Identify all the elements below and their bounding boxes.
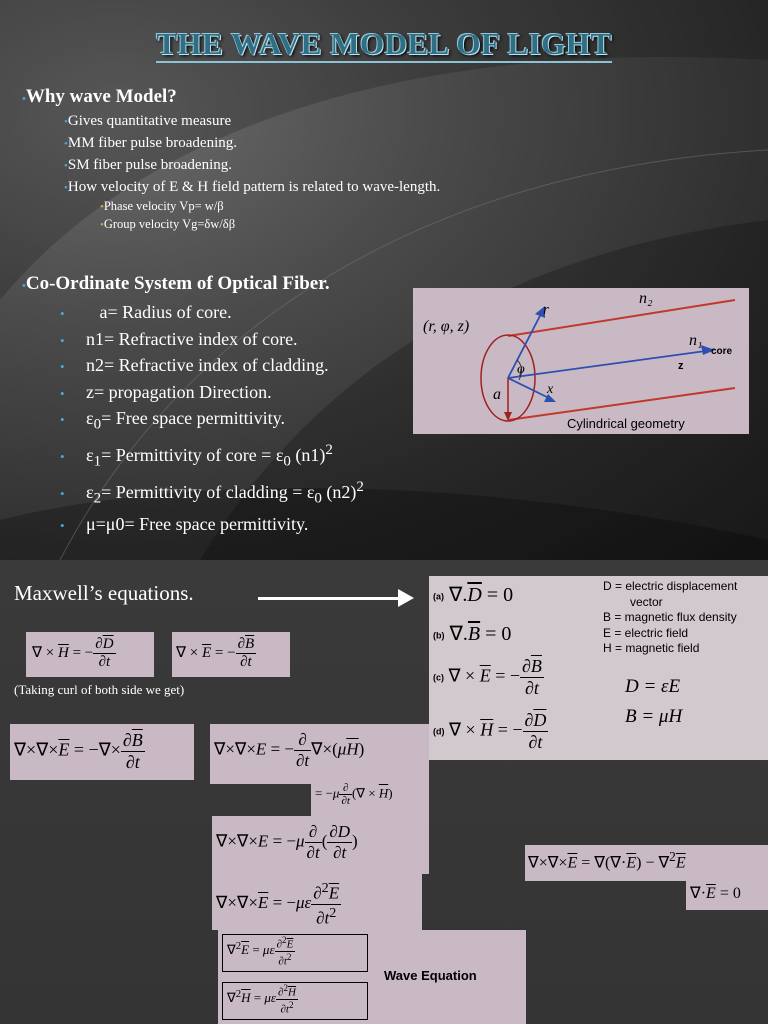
maxwell-heading: Maxwell’s equations. (14, 581, 194, 605)
definition-item: • $\varepsilon_2=$ Permittivity of cladding = $\varepsilon_0$ $(n2)^2$ (60, 479, 364, 507)
legend-entry: vector (630, 594, 663, 609)
cylindrical-geometry-figure (413, 288, 749, 434)
coordinate-label: (r, φ, z) (423, 318, 470, 335)
derivation-step-4-box (212, 874, 422, 930)
curl-e-equation-box (172, 632, 290, 677)
core-label: core (711, 346, 733, 357)
z-axis-label: z (678, 360, 684, 372)
why-item-2: •MM fiber pulse broadening. (64, 135, 237, 151)
n1-label: n₁ (689, 332, 703, 349)
coordinate-system-heading: •Co-Ordinate System of Optical Fiber. (22, 273, 330, 294)
group-velocity-item: •Group velocity Vg=δw/δβ (100, 217, 236, 231)
why-item-4: •How velocity of E & H field pattern is related to wave-length. (64, 179, 441, 195)
legend-entry: D = electric displacement (603, 579, 738, 593)
x-axis-label: x (547, 382, 554, 397)
why-item-3: •SM fiber pulse broadening. (64, 157, 232, 173)
derivation-step-2-box (311, 780, 429, 818)
derivation-step-3-box (212, 816, 429, 874)
derivation-step-2: = −μ $\frac{\partial}{\partial t}$ (∇ × $\overline{H}$) (315, 782, 393, 807)
arrow-head-icon (398, 589, 414, 607)
r-axis-label: r (543, 302, 549, 318)
definition-item: • μ=μ0= Free space permittivity. (60, 514, 309, 535)
wave-equation-h: $\nabla^2\overline{H} = \mu\varepsilon$ $\frac{\partial^2\overline{H}}{\partial t^2}$ (222, 982, 368, 1020)
taking-curl-note: (Taking curl of both side we get) (14, 682, 185, 697)
vector-identity-box (525, 845, 768, 881)
wave-equation-box (218, 930, 526, 1024)
slide-title: THE WAVE MODEL OF LIGHT (156, 26, 612, 61)
arrow-shaft (258, 597, 408, 600)
curl-h-equation-box (26, 632, 154, 677)
derivation-step-3: ∇×∇×E = −μ $\frac{\partial}{\partial t}$ ( $\frac{\partial D}{\partial t}$ ) (216, 822, 358, 862)
why-wave-heading: •Why wave Model? (22, 86, 177, 107)
legend-entry: B = magnetic flux density (603, 610, 737, 624)
why-item-1: •Gives quantitative measure (64, 113, 232, 129)
definition-item: • n1= Refractive index of core. (60, 328, 298, 349)
legend-entry: H = magnetic field (603, 641, 700, 655)
vector-identity-equation: $\nabla\times\nabla\times\overline{E} = \nabla(\nabla\cdot\overline{E}) - \nabla^2\overline{E}$ (528, 849, 686, 872)
double-curl-left-equation: $\nabla\times\nabla\times\overline{E}$ = −∇× $\frac{\partial\overline{B}}{\partial t}$ (14, 730, 143, 772)
derivation-step-4: $\nabla\times\nabla\times\overline{E} = -\mu\varepsilon$ $\frac{\partial^2\overline{E}}{\partial t^2}$ (216, 880, 340, 928)
definition-item: • z= propagation Direction. (60, 381, 272, 402)
curl-e-equation: ∇ × $\overline{E}$ = − $\frac{\partial\overline{B}}{\partial t}$ (176, 636, 255, 670)
definition-item: • a= Radius of core. (60, 302, 232, 322)
gauss-electric-equation: (a) $\nabla.\overline{D} = 0$ (433, 584, 514, 606)
double-curl-left-box (10, 724, 194, 780)
derivation-step-1: ∇×∇×E = − $\frac{\partial}{\partial t}$ $\nabla\times(\mu\overline{H})$ (214, 730, 365, 770)
gauss-magnetic-equation: (b) $\nabla.\overline{B} = 0$ (433, 623, 512, 645)
definition-item: • n2= Refractive index of cladding. (60, 355, 329, 375)
coordinate-definitions-list (60, 300, 364, 539)
legend-entry: E = electric field (603, 625, 689, 640)
faraday-equation: (c) ∇ × $\overline{E}$ = − $\frac{\partial\overline{B}}{\partial t}$ (433, 656, 542, 698)
divergence-zero-equation: $\nabla\cdot\overline{E} = 0$ (690, 885, 741, 902)
symbol-legend (603, 579, 737, 657)
radius-label: a (493, 386, 501, 403)
ampere-equation: (d) ∇ × $\overline{H}$ = − $\frac{\partial\overline{D}}{\partial t}$ (433, 710, 547, 752)
definition-item: • $\varepsilon_1=$ Permittivity of core = $\varepsilon_0$ $(n1)^2$ (60, 442, 333, 470)
n2-label: n₂ (639, 290, 653, 307)
figure-caption: Cylindrical geometry (567, 416, 685, 431)
definition-item: • $\varepsilon_0=$ Free space permittivity. (60, 408, 285, 433)
curl-h-equation: ∇ × $\overline{H}$ = − $\frac{\partial\overline{D}}{\partial t}$ (32, 636, 114, 670)
divergence-zero-box (686, 880, 768, 910)
constitutive-relation-b: B = μH (625, 706, 683, 727)
phi-label: φ (517, 362, 525, 377)
cylinder-drawing (413, 288, 749, 434)
phase-velocity-item: •Phase velocity Vp= w/β (100, 199, 224, 213)
wave-equation-e: $\nabla^2\overline{E} = \mu\varepsilon$ $\frac{\partial^2\overline{E}}{\partial t^2}$ (222, 934, 368, 972)
maxwell-equations-figure (429, 576, 768, 760)
derivation-step-1-box (210, 724, 429, 784)
constitutive-relation-d: D = εE (625, 676, 681, 697)
wave-equation-label: Wave Equation (384, 968, 477, 983)
